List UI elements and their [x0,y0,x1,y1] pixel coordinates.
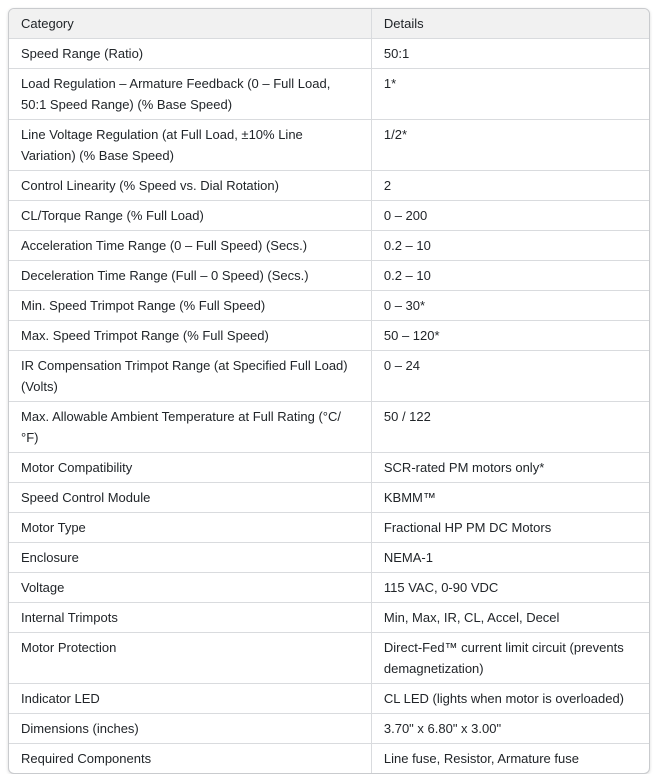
column-header-details: Details [372,9,649,39]
table-row [9,351,649,402]
details-cell: 1/2* [372,120,649,171]
details-cell: 0 – 24 [372,351,649,402]
details-cell: 0.2 – 10 [372,231,649,261]
category-cell: Speed Control Module [9,483,372,513]
spec-table-header [9,9,649,39]
table-row [9,120,649,171]
category-cell: Max. Speed Trimpot Range (% Full Speed) [9,321,372,351]
category-cell: Indicator LED [9,684,372,714]
column-header-category: Category [9,9,372,39]
category-cell: Dimensions (inches) [9,714,372,744]
category-cell: Motor Compatibility [9,453,372,483]
table-row [9,231,649,261]
table-row [9,69,649,120]
category-cell: Max. Allowable Ambient Temperature at Full Rating (°C/°F) [9,402,372,453]
details-cell: SCR-rated PM motors only* [372,453,649,483]
table-row [9,714,649,744]
table-row [9,261,649,291]
header-row [9,9,649,39]
table-row [9,513,649,543]
details-cell: Min, Max, IR, CL, Accel, Decel [372,603,649,633]
category-cell: CL/Torque Range (% Full Load) [9,201,372,231]
category-cell: Line Voltage Regulation (at Full Load, ±10% Line Variation) (% Base Speed) [9,120,372,171]
table-row [9,39,649,69]
category-cell: Acceleration Time Range (0 – Full Speed) (Secs.) [9,231,372,261]
details-cell: 3.70" x 6.80" x 3.00" [372,714,649,744]
category-cell: Deceleration Time Range (Full – 0 Speed) (Secs.) [9,261,372,291]
category-cell: Enclosure [9,543,372,573]
details-cell: Fractional HP PM DC Motors [372,513,649,543]
table-row [9,543,649,573]
table-row [9,603,649,633]
details-cell: KBMM™ [372,483,649,513]
details-cell: NEMA-1 [372,543,649,573]
category-cell: Internal Trimpots [9,603,372,633]
details-cell: Direct-Fed™ current limit circuit (prevents demagnetization) [372,633,649,684]
details-cell: 0 – 30* [372,291,649,321]
category-cell: Control Linearity (% Speed vs. Dial Rotation) [9,171,372,201]
table-row [9,573,649,603]
table-row [9,321,649,351]
category-cell: Voltage [9,573,372,603]
details-cell: Line fuse, Resistor, Armature fuse [383,751,579,766]
table-row [9,171,649,201]
category-cell: Speed Range (Ratio) [9,39,372,69]
details-cell: 0 – 200 [372,201,649,231]
spec-table [8,8,650,774]
details-cell: 50 – 120* [372,321,649,351]
table-row [9,633,649,684]
spec-table-body [9,39,649,773]
details-cell: 1* [372,69,649,120]
category-cell: Motor Protection [9,633,372,684]
table-row [9,744,649,773]
category-cell: IR Compensation Trimpot Range (at Specified Full Load) (Volts) [9,351,372,402]
details-cell: 115 VAC, 0-90 VDC [372,573,649,603]
table-row [9,453,649,483]
table-row [9,483,649,513]
table-row [9,684,649,714]
table-row [9,402,649,453]
details-cell: 50 / 122 [372,402,649,453]
details-cell: 2 [372,171,649,201]
details-cell: 50:1 [372,39,649,69]
table-row [9,201,649,231]
category-cell: Required Components [9,744,372,773]
table-row [9,291,649,321]
details-cell: CL LED (lights when motor is overloaded) [372,684,649,714]
category-cell: Motor Type [9,513,372,543]
category-cell: Load Regulation – Armature Feedback (0 – Full Load, 50:1 Speed Range) (% Base Speed) [9,69,372,120]
details-cell: 0.2 – 10 [372,261,649,291]
category-cell: Min. Speed Trimpot Range (% Full Speed) [9,291,372,321]
